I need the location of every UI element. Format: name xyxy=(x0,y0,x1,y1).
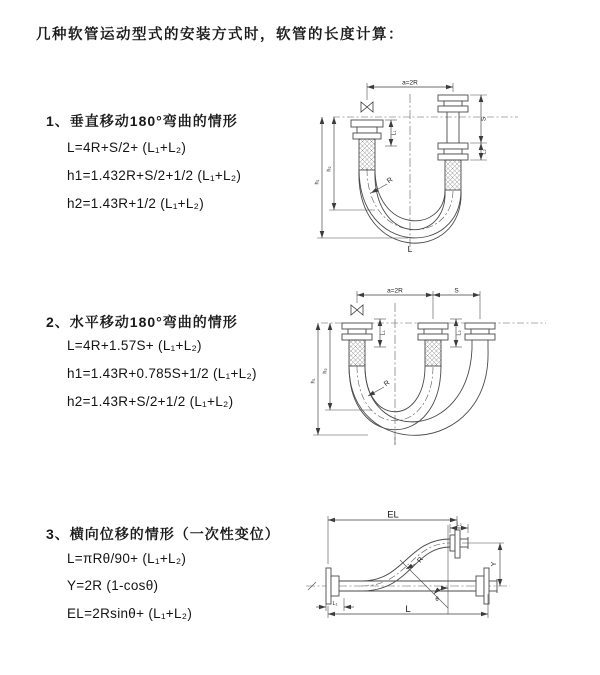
u-bend-hose xyxy=(349,349,488,435)
right-flange-assembly xyxy=(438,95,468,190)
left-flange-assembly xyxy=(342,323,372,366)
dim-l2 xyxy=(470,143,488,160)
dim-s xyxy=(433,288,480,296)
dim-label-length: L xyxy=(405,604,411,615)
braided-hose-section xyxy=(425,340,441,366)
radius-construction xyxy=(400,525,448,614)
dim-label-h2: h₂ xyxy=(326,166,333,172)
section-3-formula-L: L=πRθ/90+ (L₁+L₂) xyxy=(67,551,187,566)
left-flange xyxy=(326,568,339,604)
dim-label-a2r: a=2R xyxy=(402,79,418,87)
dim-l1 xyxy=(385,120,398,146)
left-flange-assembly xyxy=(351,120,383,170)
valve-symbol-icon xyxy=(351,305,363,315)
section-1-heading: 1、垂直移动180°弯曲的情形 xyxy=(46,113,238,129)
dim-label-r: R xyxy=(416,556,426,565)
section-1-formula-L: L=4R+S/2+ (L₁+L₂) xyxy=(67,140,187,155)
section-1-formula-h2: h2=1.43R+1/2 (L₁+L₂) xyxy=(67,196,205,211)
section-3-heading: 3、横向位移的情形（一次性变位） xyxy=(46,526,280,542)
section-2-formula-h1: h1=1.43R+0.785S+1/2 (L₁+L₂) xyxy=(67,366,257,381)
section-3-formula-EL: EL=2Rsinθ+ (L₁+L₂) xyxy=(67,606,193,621)
dim-label-h2: h₂ xyxy=(322,368,329,374)
radius-callout xyxy=(368,379,391,396)
page-title: 几种软管运动型式的安装方式时，软管的长度计算： xyxy=(36,27,404,43)
right-flange-assembly xyxy=(465,323,495,349)
dim-l xyxy=(328,594,488,618)
dim-s xyxy=(470,95,488,143)
dim-label-l2: L₂ xyxy=(456,521,462,528)
dim-label-length: L xyxy=(407,244,413,254)
section-2-heading: 2、水平移动180°弯曲的情形 xyxy=(46,314,238,330)
dim-label-l2: L₂ xyxy=(456,330,463,336)
dim-label-l1: L₁ xyxy=(332,601,338,607)
dim-label-l1: L₁ xyxy=(391,130,398,136)
dim-label-theta: θ xyxy=(435,597,439,603)
dim-label-y: Y xyxy=(491,561,498,567)
dim-l1 xyxy=(316,598,354,611)
diagram-horizontal-180-bend xyxy=(306,279,598,451)
dim-label-a2r: a=2R xyxy=(387,287,403,295)
dim-l1 xyxy=(374,319,387,347)
displaced-hose-curve xyxy=(362,539,450,591)
dim-label-r: R xyxy=(386,176,395,186)
valve-symbol-icon xyxy=(361,102,373,112)
braided-hose-section xyxy=(445,160,461,190)
dim-label-r: R xyxy=(383,379,392,389)
middle-flange-assembly xyxy=(418,323,448,366)
diagram-lateral-displacement xyxy=(298,502,600,642)
section-1-formula-h1: h1=1.432R+S/2+1/2 (L₁+L₂) xyxy=(67,168,242,183)
dim-label-l2: L₂ xyxy=(481,149,488,155)
dim-el xyxy=(328,510,457,565)
diagram-vertical-180-bend xyxy=(313,74,585,258)
braided-hose-section xyxy=(359,139,375,170)
dim-label-el: EL xyxy=(387,509,399,521)
section-2-formula-h2: h2=1.43R+S/2+1/2 (L₁+L₂) xyxy=(67,394,234,409)
dim-label-h1: h₁ xyxy=(314,179,321,185)
section-2-formula-L: L=4R+1.57S+ (L₁+L₂) xyxy=(67,338,202,353)
dim-a2r xyxy=(357,288,480,320)
braided-hose-section xyxy=(349,340,365,366)
radius-callout xyxy=(371,176,394,193)
dim-label-h1: h₁ xyxy=(310,378,317,384)
displaced-end-flange xyxy=(450,530,468,558)
dim-label-s: S xyxy=(454,287,459,295)
dim-label-l1: L₁ xyxy=(380,330,387,336)
dim-label-s: S xyxy=(480,116,488,122)
section-3-formula-Y: Y=2R (1-cosθ) xyxy=(67,578,159,593)
